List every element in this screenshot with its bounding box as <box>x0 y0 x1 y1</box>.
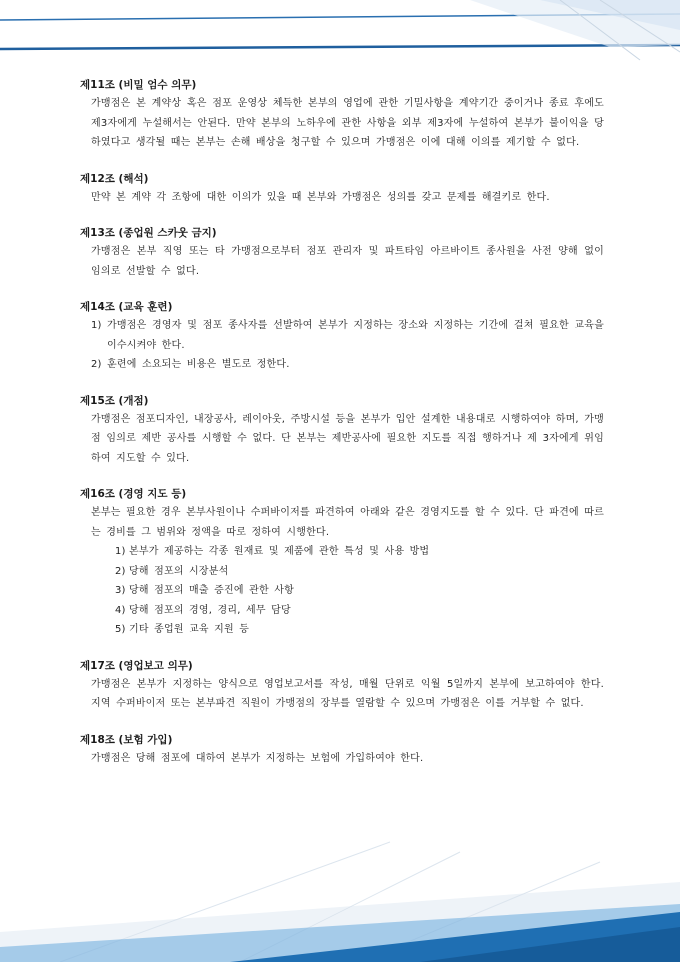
article-list <box>80 316 604 375</box>
list-number: 3) <box>115 585 126 596</box>
article-title: 제13조 (종업원 스카웃 금지) <box>80 227 217 239</box>
article-title: 제11조 (비밀 엄수 의무) <box>80 79 197 91</box>
list-item <box>80 581 604 601</box>
list-item <box>80 355 604 375</box>
article-title: 제16조 (경영 지도 등) <box>80 488 187 500</box>
article-15 <box>80 394 604 469</box>
list-number: 2) <box>115 565 126 577</box>
list-text: 당해 점포의 시장분석 <box>129 565 229 577</box>
list-number: 1) <box>115 546 126 557</box>
document-body <box>80 78 604 787</box>
article-title: 제18조 (보험 가입) <box>80 733 173 746</box>
article-13 <box>80 226 604 281</box>
article-text: 가맹점은 당해 점포에 대하여 본부가 지정하는 보험에 가입하여야 한다. <box>91 752 424 764</box>
article-title: 제17조 (영업보고 의무) <box>80 659 193 672</box>
list-item <box>80 562 604 582</box>
article-14 <box>80 300 604 375</box>
list-item <box>80 316 604 355</box>
list-text: 당해 점포의 매출 증진에 관한 사항 <box>129 585 294 596</box>
article-list <box>80 542 604 640</box>
list-number: 1) <box>91 320 102 331</box>
article-title: 제15조 (개점) <box>80 394 149 407</box>
list-item <box>80 601 604 621</box>
article-text: 가맹점은 본 계약상 혹은 점포 운영상 체득한 본부의 영업에 관한 기밀사항을 계약기간 중이거나 종료 후에도 제3자에게 누설해서는 안된다. 만약 본부의 노하우에 관한 사항을 외부 제3자에 누설하여 본부가 불이익을 당하였다고 생각될 때는 본부는 손해 배상을 청구할 수 있으며 가맹점은 이에 대해 이의를 제기할 수 없다. <box>91 98 604 148</box>
list-text: 본부가 제공하는 각종 원재료 및 제품에 관한 특성 및 사용 방법 <box>129 546 430 557</box>
footer-decoration <box>0 832 680 962</box>
list-text: 당해 점포의 경영, 경리, 세무 담당 <box>129 604 291 616</box>
article-title: 제14조 (교육 훈련) <box>80 301 173 313</box>
article-18 <box>80 733 604 769</box>
article-12 <box>80 172 604 208</box>
list-text: 기타 종업원 교육 지원 등 <box>129 624 250 635</box>
article-text: 가맹점은 본부 직영 또는 타 가맹점으로부터 점포 관리자 및 파트타임 아르바이트 종사원을 사전 양해 없이 임의로 선발할 수 없다. <box>91 246 604 277</box>
list-text: 가맹점은 경영자 및 점포 종사자를 선발하여 본부가 지정하는 장소와 지정하는 기간에 걸쳐 필요한 교육을 이수시켜야 한다. <box>107 320 604 351</box>
article-text: 가맹점은 점포디자인, 내장공사, 레이아웃, 주방시설 등을 본부가 입안 설계한 내용대로 시행하여야 하며, 가맹점 임의로 제반 공사를 시행할 수 없다. 단 본부는 제반공사에 필요한 지도를 직접 행하거나 제 3자에게 위임하여 지도할 수 있다. <box>91 413 604 464</box>
list-item <box>80 620 604 640</box>
article-text: 가맹점은 본부가 지정하는 양식으로 영업보고서를 작성, 매월 단위로 익월 5일까지 본부에 보고하여야 한다. 지역 수퍼바이저 또는 본부파견 직원이 가맹점의 장부를 열람할 수 있으며 가맹점은 이를 거부할 수 없다. <box>91 678 604 709</box>
header-decoration <box>0 0 680 70</box>
list-number: 2) <box>91 359 102 370</box>
article-text: 만약 본 계약 각 조항에 대한 이의가 있을 때 본부와 가맹점은 성의를 갖고 문제를 해결키로 한다. <box>91 191 550 203</box>
list-item <box>80 542 604 562</box>
list-text: 훈련에 소요되는 비용은 별도로 정한다. <box>107 359 290 370</box>
article-text: 본부는 필요한 경우 본부사원이나 수퍼바이저를 파견하여 아래와 같은 경영지도를 할 수 있다. 단 파견에 따르는 경비를 그 범위와 정액을 따로 정하여 시행한다. <box>91 507 604 538</box>
list-number: 4) <box>115 604 126 616</box>
article-16 <box>80 487 604 640</box>
list-number: 5) <box>115 624 126 635</box>
article-17 <box>80 659 604 714</box>
article-title: 제12조 (해석) <box>80 172 149 185</box>
article-11 <box>80 78 604 153</box>
